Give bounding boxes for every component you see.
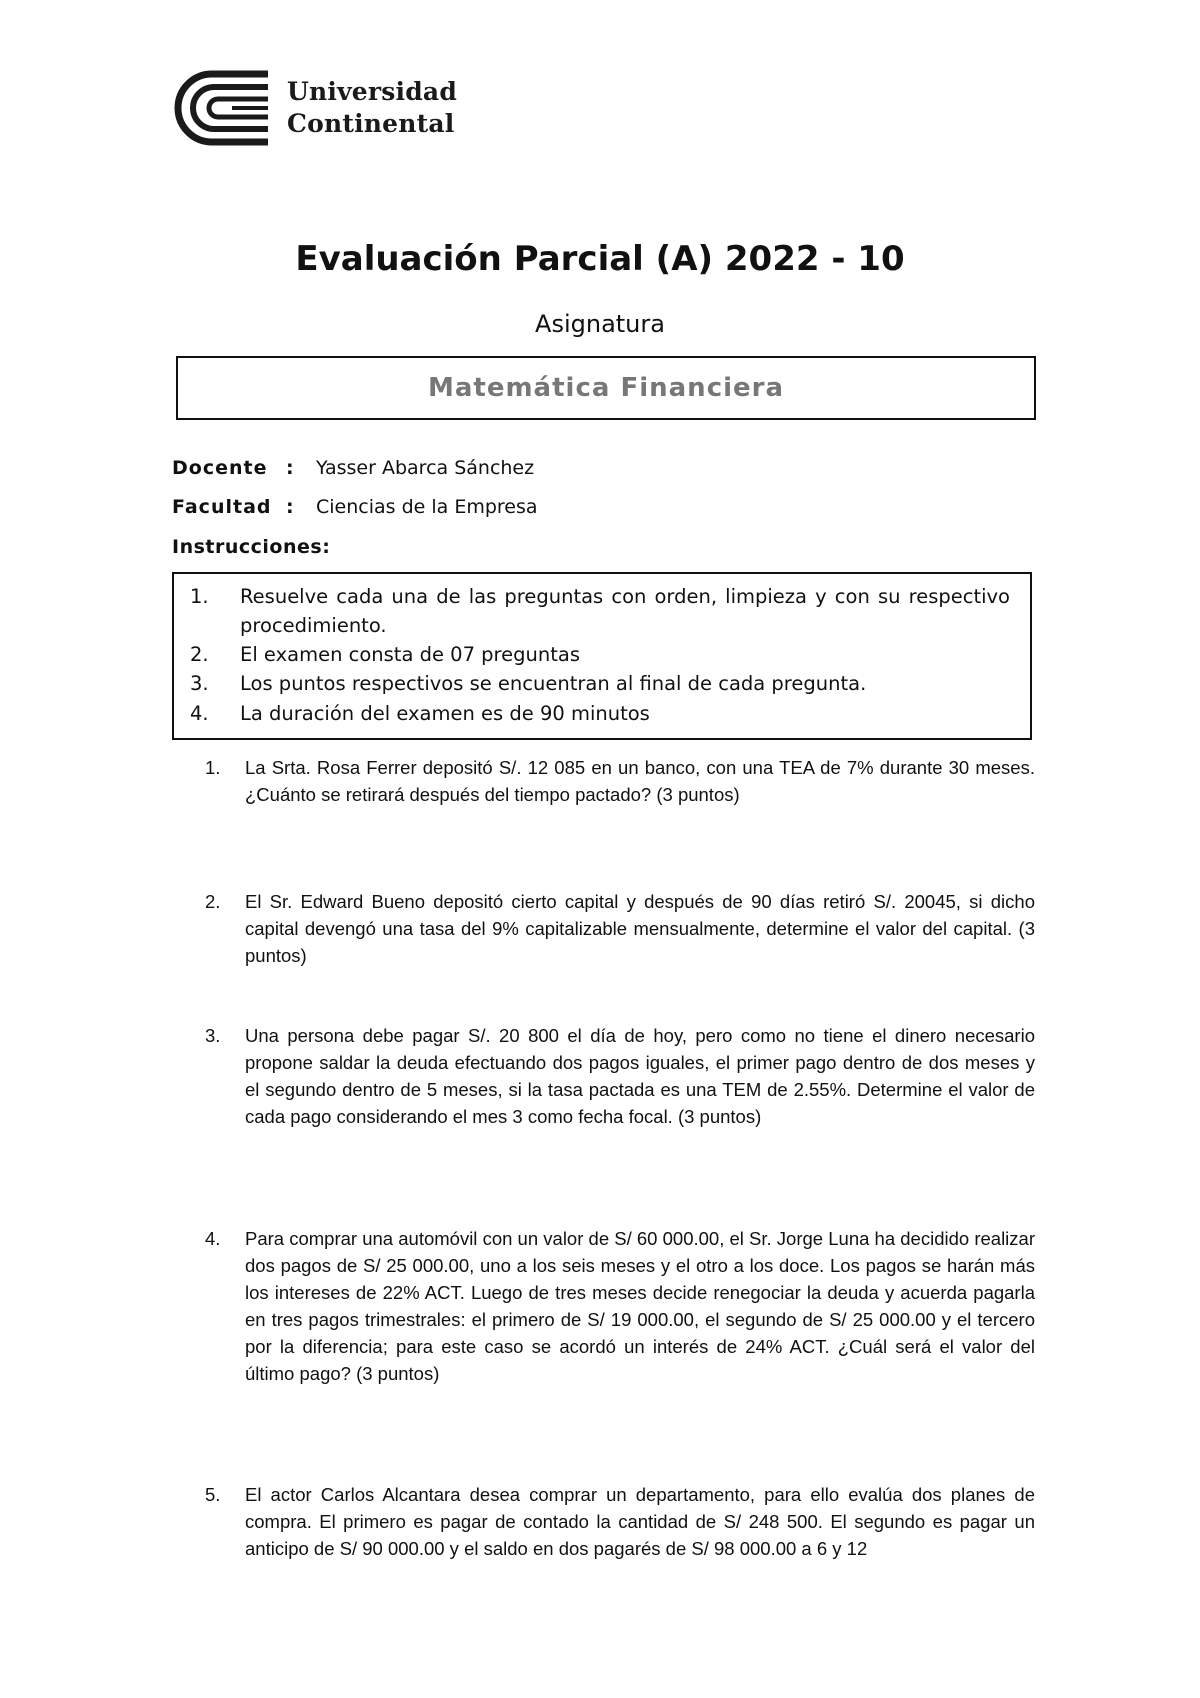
instruction-number: 2. [190, 643, 209, 666]
question-number: 2. [205, 891, 221, 912]
facultad-label: Facultad [172, 496, 272, 518]
instruction-text: El examen consta de 07 preguntas [240, 643, 580, 666]
university-logo-icon [172, 70, 276, 146]
instruction-text: La duración del examen es de 90 minutos [240, 702, 650, 725]
subject-box [176, 356, 1036, 420]
instruction-number: 4. [190, 702, 209, 725]
question-number: 1. [205, 757, 221, 778]
instruction-number: 3. [190, 672, 209, 695]
instruction-text: Resuelve cada una de las preguntas con orden, limpieza y con su respectivo procedimiento. [240, 585, 1010, 637]
question-text: Una persona debe pagar S/. 20 800 el día de hoy, pero como no tiene el dinero necesario propone saldar la deuda efectuando dos pagos iguales, el primer pago dentro de dos meses y el segundo dentro de 5 meses, si la tasa pactada es una TEM de 2.55%. Determine el valor de cada pago considerando el mes 3 como fecha focal. (3 puntos) [245, 1025, 1035, 1127]
docente-label: Docente [172, 457, 268, 479]
instruction-number: 1. [190, 585, 209, 608]
facultad-colon: : [286, 496, 294, 518]
question-number: 5. [205, 1484, 221, 1505]
exam-title: Evaluación Parcial (A) 2022 - 10 [295, 239, 905, 279]
docente-value: Yasser Abarca Sánchez [316, 457, 535, 479]
university-name-line2: Continental [287, 109, 455, 138]
question-text: El Sr. Edward Bueno depositó cierto capital y después de 90 días retiró S/. 20045, si dicho capital devengó una tasa del 9% capitalizable mensualmente, determine el valor del capital. (3 puntos) [245, 891, 1035, 966]
university-name-line1: Universidad [287, 77, 458, 106]
subject-name: Matemática Financiera [427, 373, 785, 403]
question-text: La Srta. Rosa Ferrer depositó S/. 12 085 en un banco, con una TEA de 7% durante 30 meses. ¿Cuánto se retirará después del tiempo pactado? (3 puntos) [245, 757, 1035, 805]
university-name [287, 76, 457, 140]
subject-heading: Asignatura [535, 310, 665, 338]
question-text: Para comprar una automóvil con un valor de S/ 60 000.00, el Sr. Jorge Luna ha decidido realizar dos pagos de S/ 25 000.00, uno a los seis meses y el otro a los doce. Los pagos se harán más los intereses de 22% ACT. Luego de tres meses decide renegociar la deuda y acuerda pagarla en tres pagos trimestrales: el primero de S/ 19 000.00, el segundo de S/ 25 000.00 y el tercero por la diferencia; para este caso se acordó un interés de 24% ACT. ¿Cuál será el valor del último pago? (3 puntos) [245, 1228, 1035, 1384]
question-text: El actor Carlos Alcantara desea comprar un departamento, para ello evalúa dos planes de compra. El primero es pagar de contado la cantidad de S/ 248 500. El segundo es pagar un anticipo de S/ 90 000.00 y el saldo en dos pagarés de S/ 98 000.00 a 6 y 12 [245, 1484, 1035, 1559]
question-number: 4. [205, 1228, 221, 1249]
docente-colon: : [286, 457, 294, 479]
instrucciones-label: Instrucciones: [172, 536, 331, 558]
question-number: 3. [205, 1025, 221, 1046]
university-logo [172, 70, 472, 146]
instructions-box [172, 572, 1032, 740]
instruction-text: Los puntos respectivos se encuentran al final de cada pregunta. [240, 672, 867, 695]
facultad-value: Ciencias de la Empresa [316, 496, 538, 518]
